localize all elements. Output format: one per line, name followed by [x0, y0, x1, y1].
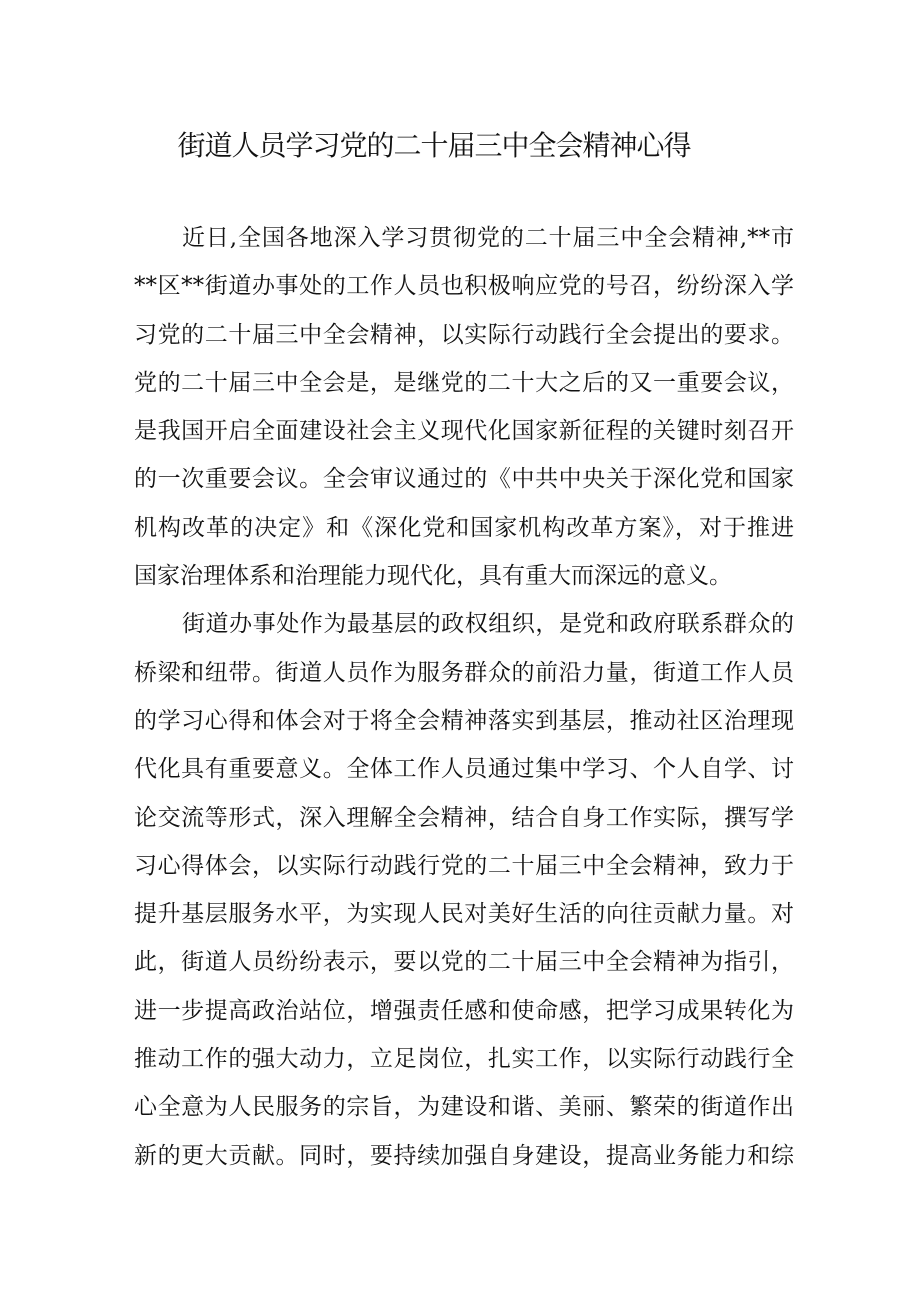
- text-line: 党的二十届三中全会是，是继党的二十大之后的又一重要会议，: [134, 369, 794, 396]
- text-line: 论交流等形式，深入理解全会精神，结合自身工作实际，撰写学: [134, 804, 794, 831]
- text-line: 新的更大贡献。同时，要持续加强自身建设，提高业务能力和综: [134, 1142, 794, 1169]
- text-line: 的一次重要会议。全会审议通过的《中共中央关于深化党和国家: [134, 466, 794, 493]
- document-body: [134, 214, 794, 1180]
- text-line: 此，街道人员纷纷表示，要以党的二十届三中全会精神为指引，: [134, 949, 794, 976]
- text-line: 近日,全国各地深入学习贯彻党的二十届三中全会精神,**市: [182, 225, 794, 251]
- text-line: 的学习心得和体会对于将全会精神落实到基层，推动社区治理现: [134, 707, 794, 734]
- text-line: **区**街道办事处的工作人员也积极响应党的号召，纷纷深入学: [134, 273, 794, 300]
- text-line: 推动工作的强大动力，立足岗位，扎实工作，以实际行动践行全: [134, 1046, 794, 1073]
- text-line: 代化具有重要意义。全体工作人员通过集中学习、个人自学、讨: [134, 756, 794, 783]
- text-line: 是我国开启全面建设社会主义现代化国家新征程的关键时刻召开: [134, 418, 794, 445]
- text-line: 街道办事处作为最基层的政权组织，是党和政府联系群众的: [182, 611, 794, 638]
- paragraph-1: [134, 214, 794, 600]
- text-line: 习党的二十届三中全会精神，以实际行动践行全会提出的要求。: [134, 321, 794, 348]
- text-line: 国家治理体系和治理能力现代化，具有重大而深远的意义。: [134, 563, 732, 590]
- text-line: 进一步提高政治站位，增强责任感和使命感，把学习成果转化为: [134, 997, 794, 1024]
- text-line: 机构改革的决定》和《深化党和国家机构改革方案》，对于推进: [134, 514, 794, 541]
- paragraph-2: [134, 600, 794, 1180]
- document-title: 街道人员学习党的二十届三中全会精神心得: [177, 129, 691, 162]
- text-line: 桥梁和纽带。街道人员作为服务群众的前沿力量，街道工作人员: [134, 659, 794, 686]
- text-line: 提升基层服务水平，为实现人民对美好生活的向往贡献力量。对: [134, 901, 794, 928]
- text-line: 习心得体会，以实际行动践行党的二十届三中全会精神，致力于: [134, 852, 794, 879]
- text-line: 心全意为人民服务的宗旨，为建设和谐、美丽、繁荣的街道作出: [134, 1094, 794, 1121]
